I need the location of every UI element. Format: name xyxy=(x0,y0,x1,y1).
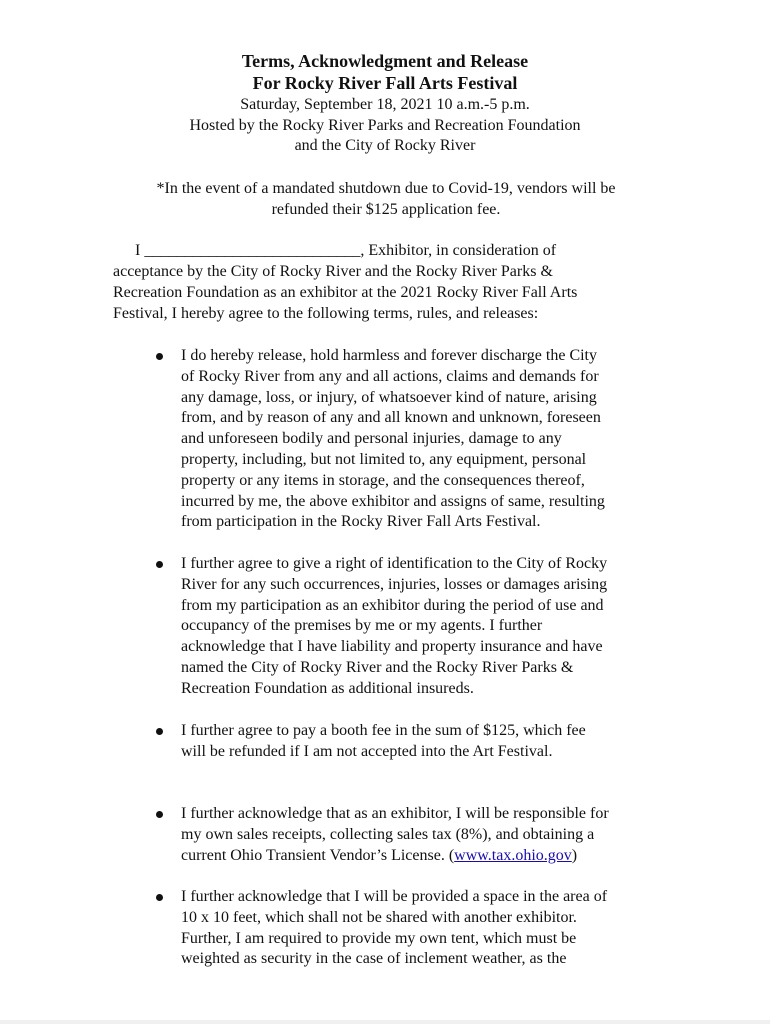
tax-website-link[interactable]: www.tax.ohio.gov xyxy=(454,846,572,864)
item-line: and unforeseen bodily and personal injuries, damage to any xyxy=(181,430,562,448)
item-line: acknowledge that I have liability and property insurance and have xyxy=(181,638,603,656)
intro-line-1-end: , Exhibitor, in consideration of xyxy=(360,242,557,259)
item-line: weighted as security in the case of inclement weather, as the xyxy=(181,950,567,968)
intro-line-4: Festival, I hereby agree to the following terms, rules, and releases: xyxy=(113,305,539,322)
intro-line-1 xyxy=(113,240,643,261)
host-line-2: and the City of Rocky River xyxy=(294,137,476,154)
item-line: incurred by me, the above exhibitor and assigns of same, resulting xyxy=(181,492,605,510)
list-item-text xyxy=(181,721,661,763)
item-line: I further acknowledge that I will be provided a space in the area of xyxy=(181,888,608,905)
item-line: I further acknowledge that as an exhibitor, I will be responsible for xyxy=(181,805,609,822)
notice-line-2: refunded their $125 application fee. xyxy=(271,201,501,218)
document-title xyxy=(0,50,770,94)
covid-notice xyxy=(110,178,662,220)
item-line: 10 x 10 feet, which shall not be shared with another exhibitor. xyxy=(181,908,577,926)
item-line: Recreation Foundation as additional insureds. xyxy=(181,679,474,697)
item-line: River for any such occurrences, injuries, losses or damages arising xyxy=(181,575,608,593)
title-line-2: For Rocky River Fall Arts Festival xyxy=(252,73,518,93)
item-line: my own sales receipts, collecting sales tax (8%), and obtaining a xyxy=(181,825,595,843)
bullet-icon xyxy=(156,353,163,360)
item-line: from participation in the Rocky River Fall Arts Festival. xyxy=(181,513,541,531)
bullet-icon xyxy=(156,561,163,568)
intro-paragraph xyxy=(113,240,643,324)
item-line: I do hereby release, hold harmless and forever discharge the City xyxy=(181,347,597,364)
list-item-text xyxy=(181,554,661,700)
intro-line-1-start: I xyxy=(135,242,145,259)
item-line: property, including, but not limited to, any equipment, personal xyxy=(181,450,587,468)
intro-line-2: acceptance by the City of Rocky River and the Rocky River Parks & xyxy=(113,263,553,280)
list-item-text xyxy=(181,887,661,970)
item-line-end: ) xyxy=(571,846,578,864)
item-line: Further, I am required to provide my own tent, which must be xyxy=(181,929,577,947)
item-line: of Rocky River from any and all actions, claims and demands for xyxy=(181,367,599,385)
title-line-1: Terms, Acknowledgment and Release xyxy=(241,51,529,71)
bullet-icon xyxy=(156,811,163,818)
host-line-1: Hosted by the Rocky River Parks and Recreation Foundation xyxy=(189,117,581,134)
item-line: from my participation as an exhibitor during the period of use and xyxy=(181,596,604,614)
intro-line-3: Recreation Foundation as an exhibitor at the 2021 Rocky River Fall Arts xyxy=(113,284,578,301)
item-line-start: current Ohio Transient Vendor’s License. ( xyxy=(181,846,455,864)
item-line: I further agree to pay a booth fee in the sum of $125, which fee xyxy=(181,722,586,739)
bullet-icon xyxy=(156,728,163,735)
page-bottom-edge xyxy=(0,1020,770,1024)
item-line: property or any items in storage, and the consequences thereof, xyxy=(181,471,585,489)
list-item-text xyxy=(181,804,661,866)
notice-line-1: *In the event of a mandated shutdown due to Covid-19, vendors will be xyxy=(156,180,616,197)
item-line: named the City of Rocky River and the Rocky River Parks & xyxy=(181,658,574,676)
item-line: occupancy of the premises by me or my agents. I further xyxy=(181,617,543,635)
event-date: Saturday, September 18, 2021 10 a.m.-5 p.m. xyxy=(240,96,530,113)
list-item-text xyxy=(181,346,661,533)
item-line: I further agree to give a right of identification to the City of Rocky xyxy=(181,555,608,572)
item-line: will be refunded if I am not accepted into the Art Festival. xyxy=(181,742,553,760)
item-line: any damage, loss, or injury, of whatsoever kind of nature, arising xyxy=(181,388,597,406)
exhibitor-name-blank[interactable]: ___________________________ xyxy=(144,242,361,259)
item-line xyxy=(181,846,661,867)
bullet-icon xyxy=(156,894,163,901)
item-line: from, and by reason of any and all known and unknown, foreseen xyxy=(181,409,601,427)
